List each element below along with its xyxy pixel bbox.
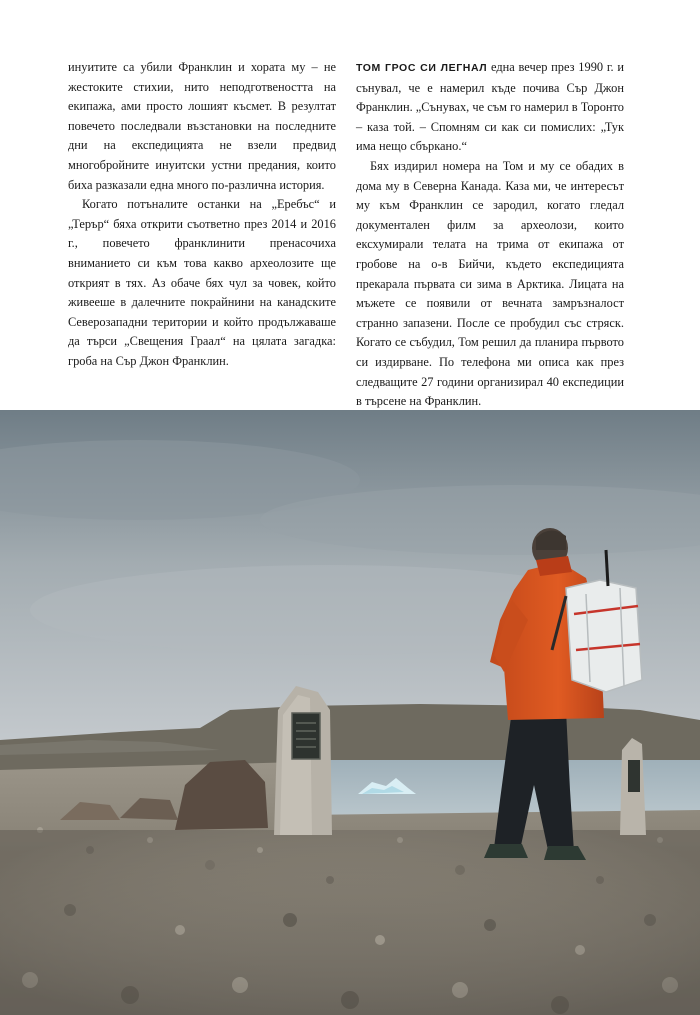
- left-paragraph-1: инуитите са убили Франклин и хората му – не жестоките стихии, нито неподготвеността на екипажа, ами просто лошият късмет. В резултат повечето последвали възстановки на последните дни на експедицията не взели предвид многобройните инуитски устни предания, които биха разказали една много по-различна история.: [68, 60, 336, 192]
- left-paragraph-2: Когато потъналите останки на „Еребъс“ и „Терър“ бяха открити съответно през 2014 и 2016 г., повечето франклинити пренасочиха вниманието си към това какво археолозите ще открият в тях. Аз обаче бях чул за човек, който живееше в далечните покрайнини на канадските Северозападни територии и който продължаваше да търси „Свещения Граал“ на цялата загадка: гроба на Сър Джон Франклин.: [68, 197, 336, 368]
- article-photo: [0, 410, 700, 1015]
- grave-marker-right: [620, 738, 646, 835]
- photo-illustration: [0, 410, 700, 1015]
- right-paragraph-1: [356, 58, 624, 157]
- article-text: [68, 58, 624, 409]
- grave-marker-left: [274, 686, 332, 835]
- left-column: [68, 58, 336, 398]
- lead-in: ТОМ ГРОС СИ ЛЕГНАЛ: [356, 62, 488, 74]
- right-column: [356, 58, 624, 409]
- right-paragraph-2: Бях издирил номера на Том и му се обадих в дома му в Северна Канада. Каза ми, че интересът му към Франклин се зародил, когато гледал документален филм за археолози, които ексхумирали телата на трима от екипажа от гробове на о-в Бийчи, където експедицията прекарала първата си зима в Арктика. Лицата на мъжете се появили от вечната замръзналост странно запазени. После се пробудил със стряск. Когато се събудил, Том решил да планира първото си издирване. По телефона ми описа как през следващите 27 години организирал 40 експедиции в търсене на Франклин.: [356, 158, 624, 409]
- right-paragraph-1-text: една вечер през 1990 г. и сънувал, че е намерил къде почива Сър Джон Франклин. „Сънувах, че съм го намерил в Торонто – каза той. – Спомням си как си помислих: „Тук има нещо сбъркано.“: [356, 60, 624, 154]
